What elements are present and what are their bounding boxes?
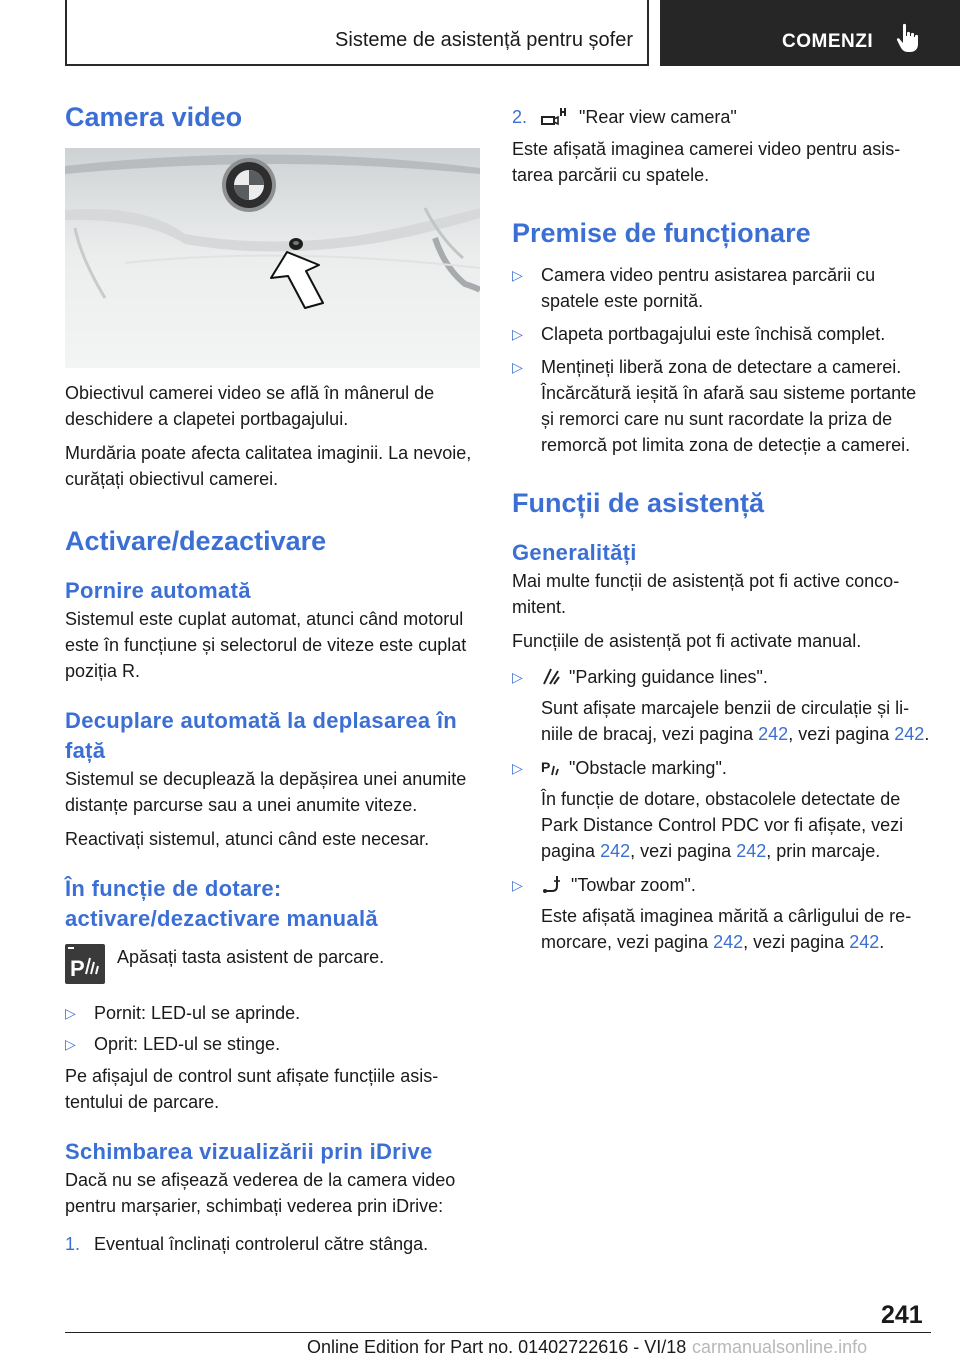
towbar-zoom-icon [541,874,563,894]
auto-start-text: Sistemul este cuplat automat, atunci când motorul este în funcțiune și selectorul de viteze este cuplat poziția R. [65,609,467,681]
header-section-box [65,0,649,66]
camera-location-text: Obiectivul camerei video se află în mânerul de deschidere a clapetei portbagajului. [65,383,435,429]
triangle-bullet-icon: ▷ [512,326,523,342]
triangle-bullet-icon: ▷ [512,267,523,283]
auto-off-text: Sistemul se decuplează la depășirea unei anumite distanțe parcurse sau a unei anumite viteze. [65,769,467,815]
list-item: ▷ Mențineți liberă zona de detectare a camerei. Încărcătură ieșită în afară sau sisteme portante și remorci care nu sunt racordate la priza de remorcă pot limita zona de detecție a camerei. [512,354,932,458]
list-item: ▷ Pornit: LED-ul se aprinde. [65,1000,480,1026]
list-item: 2. "Rear view camera" [512,107,737,127]
idrive-steps-list-continued [512,104,932,130]
heading-assist-functions: Funcții de asistență [512,488,765,518]
page-link-242[interactable]: 242 [736,841,767,861]
obstacle-marking-icon [541,757,561,777]
tailgate-illustration [65,148,480,368]
idrive-text: Dacă nu se afișează vederea de la camera video pentru marșarier, schimbați vederea prin iDrive: [65,1170,456,1216]
heading-general: Generalități [512,540,637,565]
page-link-242[interactable]: 242 [894,724,925,744]
parking-guidance-lines-icon [541,666,561,686]
reactivate-text: Reactivați sistemul, atunci când este necesar. [65,829,430,849]
triangle-bullet-icon: ▷ [65,1036,76,1052]
header-chapter-box [660,0,960,66]
footer-watermark: carmanualsonline.info [692,1337,868,1357]
list-item: ▷ P "Obstacle marking". În funcție de dotare, obstacolele detectate de Park Distance Control PDC vor fi afișate, vezi pagina 242, vezi pagina 242, prin marcaje. [512,755,932,864]
idrive-steps-list [65,1231,480,1257]
tailgate-camera-photo [65,148,480,368]
heading-activation: Activare/dezactivare [65,526,327,556]
list-item: ▷ "Towbar zoom". Este afișată imaginea mărită a cârligului de remorcare, vezi pagina 242, vezi pagina 242. [512,872,932,955]
page-link-242[interactable]: 242 [758,724,789,744]
list-item: ▷ Camera video pentru asistarea parcării cu spatele este pornită. [512,262,932,314]
header-chapter-title: COMENZI [782,31,874,52]
list-item: ▷ Oprit: LED-ul se stinge. [65,1031,480,1057]
pointing-hand-icon [894,22,924,54]
park-assist-button-icon [65,944,105,984]
header-section-title: Sisteme de asistență pentru șofer [335,29,633,51]
triangle-bullet-icon: ▷ [512,877,523,893]
list-item: ▷ "Parking guidance lines". Sunt afișate marcajele benzii de circulație și liniile de bracaj, vezi pagina 242, vezi pagina 242. [512,664,932,747]
page-number: 241 [881,1301,923,1329]
prerequisites-list [512,262,932,458]
heading-auto-off: Decuplare automată la deplasarea în față [65,708,457,763]
svg-text:P: P [70,956,85,981]
led-status-list [65,1000,480,1057]
page-link-242[interactable]: 242 [600,841,631,861]
triangle-bullet-icon: ▷ [512,669,523,685]
display-functions-text: Pe afișajul de control sunt afișate funcțiile asistentului de parcare. [65,1066,439,1112]
towbar-zoom-desc: Este afișată imaginea mărită a cârligului de remorcare, vezi pagina 242, vezi pagina 242. [541,906,912,952]
list-item: 1. Eventual înclinați controlerul către stânga. [65,1234,429,1254]
parking-button-row [65,944,480,984]
general-text-1: Mai multe funcții de asistență pot fi active concomitent. [512,571,900,617]
triangle-bullet-icon: ▷ [512,359,523,375]
list-item: ▷ Clapeta portbagajului este închisă complet. [512,321,932,347]
guidance-lines-desc: Sunt afișate marcajele benzii de circulație și liniile de bracaj, vezi pagina 242, vezi pagina 242. [541,698,930,744]
triangle-bullet-icon: ▷ [65,1005,76,1021]
rear-camera-icon [541,106,571,126]
heading-auto-start: Pornire automată [65,578,251,603]
triangle-bullet-icon: ▷ [512,760,523,776]
rear-view-text: Este afișată imaginea camerei video pentru asistarea parcării cu spatele. [512,139,901,185]
footer-divider [65,1332,931,1333]
right-column [512,104,932,955]
heading-idrive: Schimbarea vizualizării prin iDrive [65,1139,433,1164]
svg-text:P: P [541,759,551,775]
camera-dirt-text: Murdăria poate afecta calitatea imaginii. La nevoie, curățați obiectivul camerei. [65,443,472,489]
left-column [65,100,480,1257]
general-text-2: Funcțiile de asistență pot fi activate manual. [512,631,862,651]
press-button-text: Apăsați tasta asistent de parcare. [117,947,385,967]
heading-prerequisites: Premise de funcționare [512,218,811,248]
assist-functions-list [512,664,932,955]
page-link-242[interactable]: 242 [713,932,744,952]
heading-camera-video: Camera video [65,102,243,132]
heading-manual: În funcție de dotare: activare/dezactivare manuală [65,876,378,931]
obstacle-marking-desc: În funcție de dotare, obstacolele detectate de Park Distance Control PDC vor fi afișate, vezi pagina 242, vezi pagina 242, prin marcaje. [541,789,904,861]
page-link-242[interactable]: 242 [849,932,880,952]
footer-edition: Online Edition for Part no. 01402722616 - VI/18 [307,1337,687,1357]
